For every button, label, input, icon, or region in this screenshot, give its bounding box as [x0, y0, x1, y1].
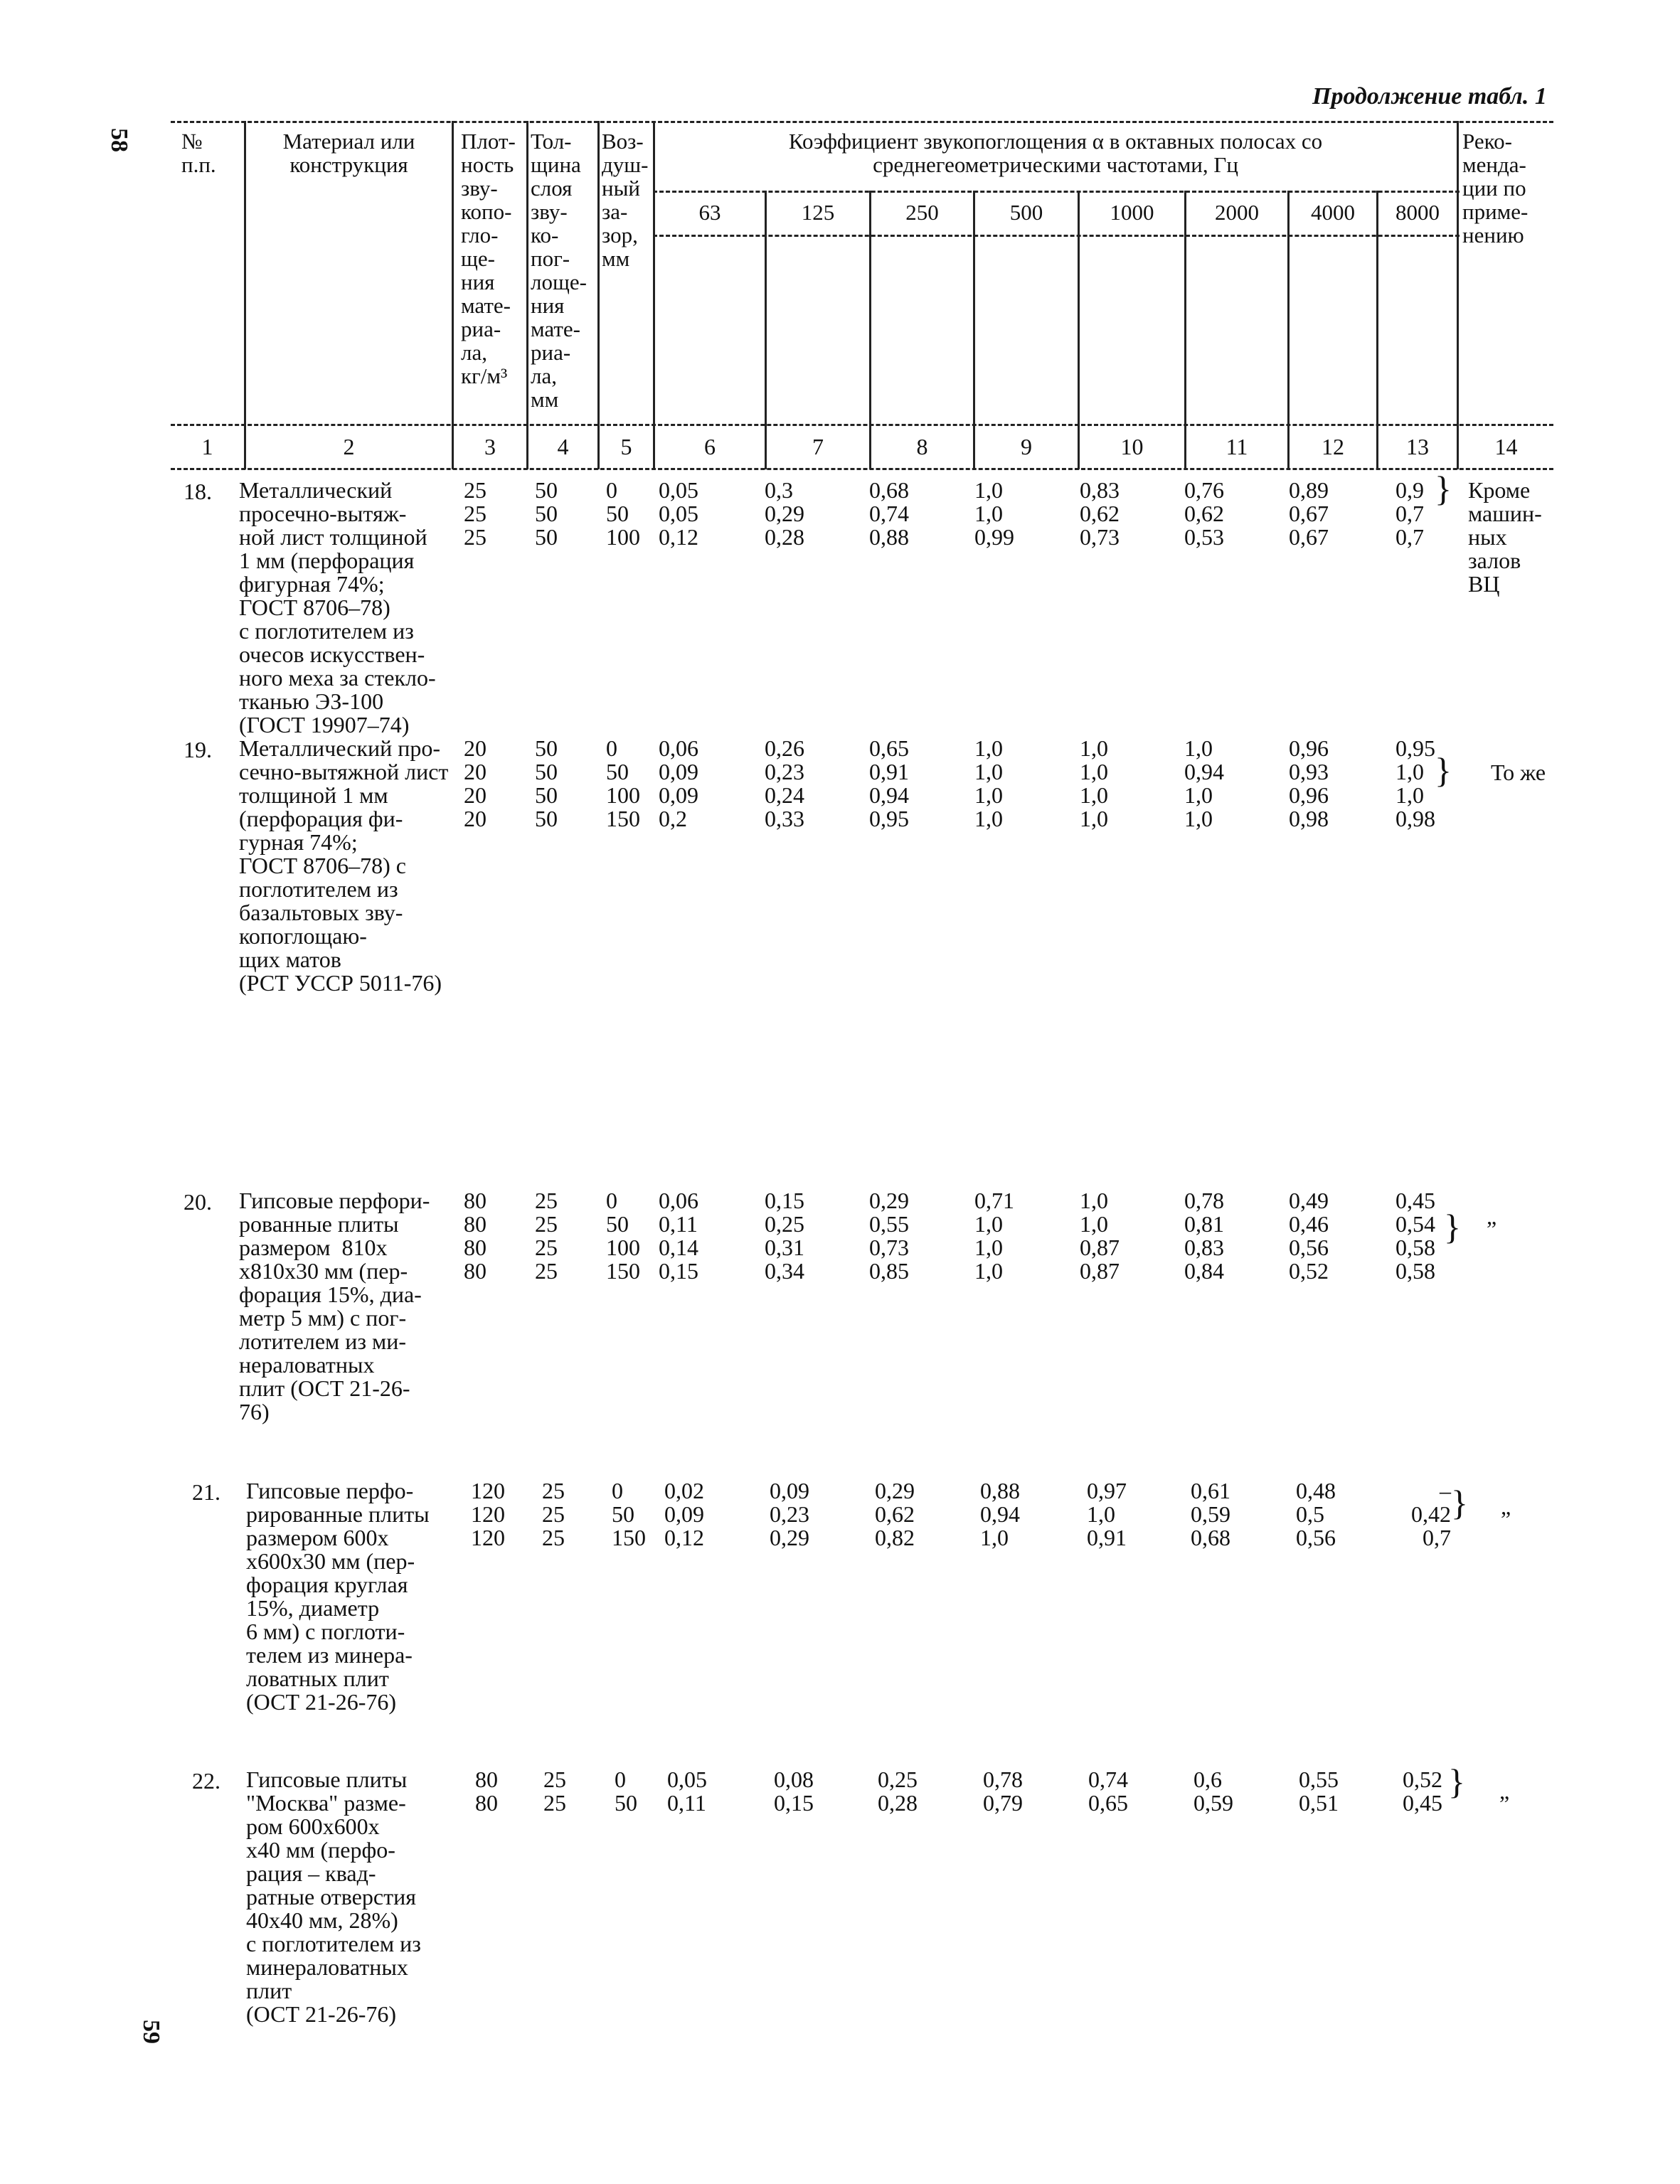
- row-alpha-250: 0,25 0,28: [878, 1767, 918, 1816]
- row-alpha-250: 0,65 0,91 0,94 0,95: [869, 735, 909, 831]
- row-alpha-8000: 0,9 0,7 0,7: [1395, 477, 1424, 550]
- row-alpha-63: 0,06 0,11 0,14 0,15: [659, 1188, 698, 1284]
- colnum-3: 3: [484, 434, 496, 459]
- row-density: 25 25 25: [464, 477, 487, 550]
- brace-icon: }: [1435, 750, 1452, 790]
- row-alpha-8000: 0,95 1,0 1,0 0,98: [1395, 735, 1435, 831]
- vline-4: [597, 121, 600, 469]
- row-alpha-4000: 0,48 0,5 0,56: [1296, 1478, 1336, 1550]
- header-freq-250: 250: [905, 200, 939, 225]
- row-alpha-63: 0,05 0,05 0,12: [659, 477, 698, 550]
- vline-10: [1184, 191, 1186, 469]
- row-air-gap: 0 50: [615, 1767, 637, 1816]
- colnum-1: 1: [201, 434, 213, 459]
- rule-coef-sub: [653, 191, 1460, 193]
- row-number: 21.: [192, 1479, 220, 1505]
- row-recommendation: ”: [1499, 1791, 1510, 1816]
- vline-3: [526, 121, 528, 469]
- row-alpha-63: 0,05 0,11: [667, 1767, 707, 1816]
- header-freq-8000: 8000: [1395, 200, 1440, 225]
- row-alpha-2000: 0,6 0,59: [1193, 1767, 1233, 1816]
- page-number-left: 58: [106, 128, 132, 152]
- vline-2: [452, 121, 454, 469]
- colnum-8: 8: [916, 434, 928, 459]
- row-material: Металлический про- сечно-вытяжной лист толщиной 1 мм (перфорация фи- гурная 74%; ГОСТ 8706–78) с поглотителем из базальтовых зву- копоглощаю- щих матов (РСТ УССР 5011-76): [239, 735, 449, 996]
- row-alpha-500: 0,88 0,94 1,0: [980, 1478, 1020, 1550]
- header-recommend: Реко- менда- ции по приме- нению: [1462, 129, 1529, 247]
- row-alpha-2000: 1,0 0,94 1,0 1,0: [1184, 735, 1224, 831]
- rule-header-bottom: [171, 424, 1553, 426]
- brace-icon: }: [1444, 1207, 1461, 1247]
- row-recommendation: ”: [1501, 1506, 1511, 1532]
- row-number: 22.: [192, 1768, 220, 1794]
- row-alpha-1000: 0,74 0,65: [1088, 1767, 1128, 1816]
- row-alpha-8000: 0,52 0,45: [1403, 1767, 1442, 1816]
- colnum-13: 13: [1406, 434, 1429, 459]
- rule-colnum-bottom: [171, 468, 1553, 470]
- row-recommendation: То же: [1491, 760, 1546, 785]
- brace-icon: }: [1451, 1483, 1468, 1523]
- vline-6: [765, 191, 767, 469]
- row-thickness: 25 25 25 25: [535, 1188, 558, 1284]
- row-alpha-4000: 0,55 0,51: [1299, 1767, 1339, 1816]
- row-material: Гипсовые перфори- рованные плиты размером 810х х810х30 мм (пер- форация 15%, диа- метр 5 мм) с пог- лотителем из ми- нераловатных плит (ОСТ 21-26- 76): [239, 1188, 430, 1424]
- row-air-gap: 0 50 150: [612, 1478, 646, 1550]
- row-alpha-1000: 1,0 1,0 1,0 1,0: [1080, 735, 1108, 831]
- vline-7: [869, 191, 871, 469]
- row-alpha-2000: 0,61 0,59 0,68: [1191, 1478, 1230, 1550]
- row-alpha-63: 0,02 0,09 0,12: [664, 1478, 704, 1550]
- row-alpha-500: 1,0 1,0 0,99: [974, 477, 1014, 550]
- row-material: Металлический просечно-вытяж- ной лист толщиной 1 мм (перфорация фигурная 74%; ГОСТ 8706–78) с поглотителем из очесов искусствен- ного меха за стекло- тканью ЭЗ-100 (ГОСТ 19907–74): [239, 477, 436, 737]
- row-alpha-4000: 0,89 0,67 0,67: [1289, 477, 1329, 550]
- colnum-12: 12: [1322, 434, 1344, 459]
- rule-freq-bottom: [653, 235, 1460, 237]
- vline-12: [1376, 191, 1378, 469]
- row-air-gap: 0 50 100 150: [606, 735, 640, 831]
- row-number: 19.: [184, 737, 212, 762]
- header-num: № п.п.: [181, 129, 216, 177]
- row-density: 80 80: [475, 1767, 498, 1816]
- colnum-6: 6: [704, 434, 716, 459]
- row-alpha-250: 0,29 0,55 0,73 0,85: [869, 1188, 909, 1284]
- row-alpha-2000: 0,78 0,81 0,83 0,84: [1184, 1188, 1224, 1284]
- brace-icon: }: [1448, 1762, 1465, 1801]
- row-density: 120 120 120: [471, 1478, 505, 1550]
- vline-13: [1457, 121, 1459, 469]
- header-freq-500: 500: [1009, 200, 1043, 225]
- row-alpha-500: 1,0 1,0 1,0 1,0: [974, 735, 1003, 831]
- header-density: Плот- ность зву- копо- гло- ще- ния мате- риа- ла, кг/м³: [461, 129, 516, 388]
- colnum-4: 4: [557, 434, 569, 459]
- row-material: Гипсовые перфо- рированные плиты размером 600х х600х30 мм (пер- форация круглая 15%, диаметр 6 мм) с поглоти- телем из минера- ловатных плит (ОСТ 21-26-76): [246, 1478, 430, 1715]
- row-alpha-2000: 0,76 0,62 0,53: [1184, 477, 1224, 550]
- row-alpha-250: 0,29 0,62 0,82: [875, 1478, 915, 1550]
- row-thickness: 25 25 25: [542, 1478, 565, 1550]
- row-air-gap: 0 50 100: [606, 477, 640, 550]
- row-density: 20 20 20 20: [464, 735, 487, 831]
- colnum-11: 11: [1226, 434, 1248, 459]
- row-alpha-125: 0,15 0,25 0,31 0,34: [765, 1188, 804, 1284]
- vline-9: [1078, 191, 1080, 469]
- row-material: Гипсовые плиты "Москва" разме- ром 600х600х х40 мм (перфо- рация – квад- ратные отверстия 40х40 мм, 28%) с поглотителем из минераловатных плит (ОСТ 21-26-76): [246, 1767, 421, 2027]
- row-recommendation: ”: [1487, 1216, 1497, 1242]
- header-coef-title: Коэффициент звукопоглощения α в октавных полосах со среднегеометрическими частотами, Гц: [788, 129, 1323, 177]
- rule-top: [171, 121, 1553, 123]
- colnum-7: 7: [812, 434, 824, 459]
- row-alpha-8000: – 0,42 0,7: [1411, 1478, 1451, 1550]
- vline-11: [1287, 191, 1290, 469]
- row-alpha-8000: 0,45 0,54 0,58 0,58: [1395, 1188, 1435, 1284]
- row-number: 20.: [184, 1189, 212, 1215]
- row-air-gap: 0 50 100 150: [606, 1188, 640, 1284]
- row-alpha-1000: 1,0 1,0 0,87 0,87: [1080, 1188, 1120, 1284]
- vline-8: [973, 191, 975, 469]
- row-alpha-125: 0,09 0,23 0,29: [770, 1478, 809, 1550]
- row-thickness: 50 50 50: [535, 477, 558, 550]
- row-alpha-4000: 0,49 0,46 0,56 0,52: [1289, 1188, 1329, 1284]
- colnum-9: 9: [1021, 434, 1032, 459]
- row-alpha-63: 0,06 0,09 0,09 0,2: [659, 735, 698, 831]
- row-alpha-125: 0,08 0,15: [774, 1767, 814, 1816]
- row-alpha-125: 0,26 0,23 0,24 0,33: [765, 735, 804, 831]
- header-freq-125: 125: [801, 200, 835, 225]
- header-thickness: Тол- щина слоя зву- ко- пог- лоще- ния мате- риа- ла, мм: [531, 129, 587, 412]
- row-recommendation: Кроме машин- ных залов ВЦ: [1468, 477, 1542, 597]
- row-alpha-4000: 0,96 0,93 0,96 0,98: [1289, 735, 1329, 831]
- row-density: 80 80 80 80: [464, 1188, 487, 1284]
- row-alpha-125: 0,3 0,29 0,28: [765, 477, 804, 550]
- row-alpha-1000: 0,83 0,62 0,73: [1080, 477, 1120, 550]
- row-alpha-250: 0,68 0,74 0,88: [869, 477, 909, 550]
- row-alpha-500: 0,71 1,0 1,0 1,0: [974, 1188, 1014, 1284]
- table-caption: Продолжение табл. 1: [1312, 83, 1547, 110]
- row-alpha-1000: 0,97 1,0 0,91: [1087, 1478, 1127, 1550]
- header-freq-63: 63: [698, 200, 721, 225]
- colnum-5: 5: [620, 434, 632, 459]
- row-thickness: 25 25: [543, 1767, 566, 1816]
- colnum-10: 10: [1120, 434, 1144, 459]
- page-number-right: 59: [138, 2020, 164, 2044]
- vline-1: [244, 121, 246, 469]
- colnum-14: 14: [1494, 434, 1518, 459]
- row-alpha-500: 0,78 0,79: [983, 1767, 1023, 1816]
- row-thickness: 50 50 50 50: [535, 735, 558, 831]
- header-freq-4000: 4000: [1311, 200, 1355, 225]
- header-freq-1000: 1000: [1110, 200, 1154, 225]
- header-material: Материал или конструкция: [282, 129, 415, 177]
- header-air-gap: Воз- душ- ный за- зор, мм: [602, 129, 649, 271]
- brace-icon: }: [1435, 469, 1452, 508]
- header-freq-2000: 2000: [1215, 200, 1259, 225]
- row-number: 18.: [184, 479, 212, 504]
- vline-5: [653, 121, 655, 469]
- colnum-2: 2: [343, 434, 355, 459]
